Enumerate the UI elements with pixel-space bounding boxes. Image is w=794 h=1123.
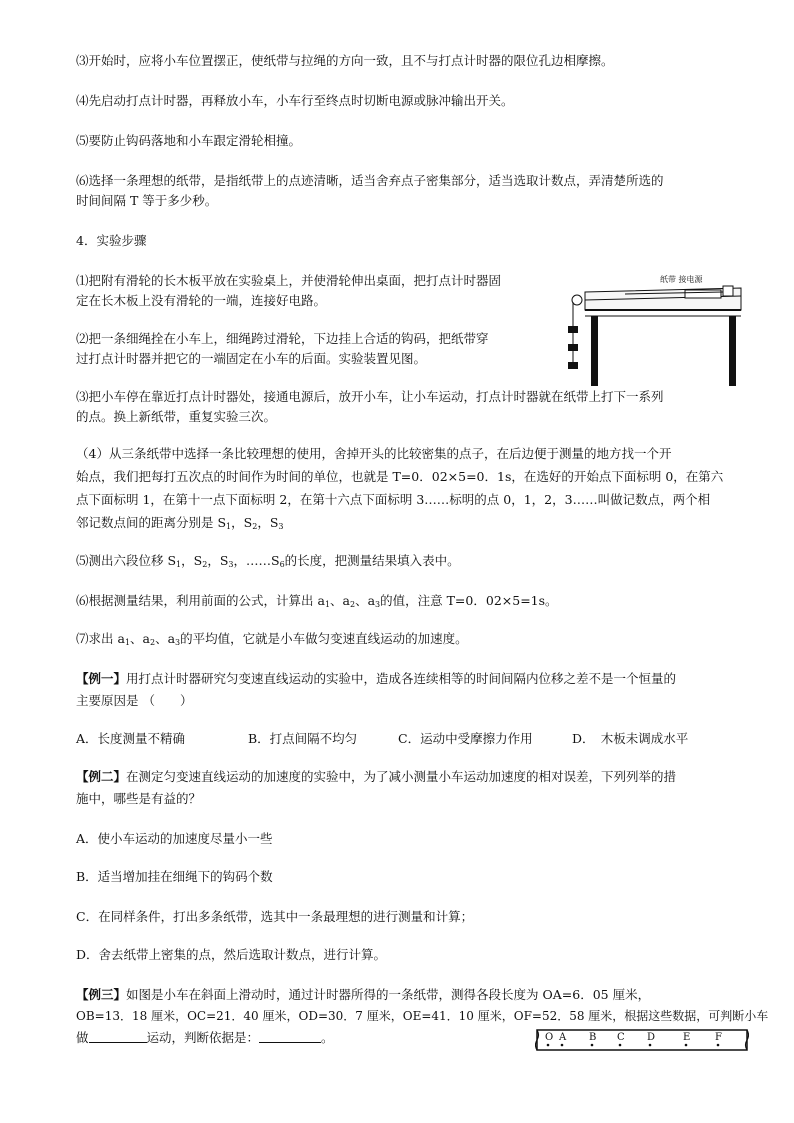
tape-label-e: E <box>683 1032 691 1043</box>
step-3-line1: ⑶把小车停在靠近打点计时器处，接通电源后，放开小车，让小车运动，打点计时器就在纸带上打下一系列 <box>76 389 664 404</box>
tape-label-d: D <box>647 1032 656 1043</box>
apparatus-label: 纸带 接电源 <box>660 275 703 284</box>
item-6-line1: ⑹选择一条理想的纸带，是指纸带上的点迹清晰，适当舍弃点子密集部分，适当选取计数点，弄清楚所选的 <box>76 173 664 188</box>
tape-dot-f <box>717 1044 720 1047</box>
step-6: ⑹根据测量结果，利用前面的公式，计算出 $a_1$、$a_2$、$a_3$的值，注意 T=0．02×5=1s。 <box>76 593 558 609</box>
example-2-tag: 【例二】 <box>76 769 127 784</box>
step-5: ⑸测出六段位移 $S_1$，$S_2$，$S_3$，$\dots\dots S_6$的长度，把测量结果填入表中。 <box>76 553 460 569</box>
item-6-line2: 时间间隔 T 等于多少秒。 <box>76 193 218 208</box>
tape-label-f: F <box>715 1032 722 1043</box>
step-4-line2: 始点，我们把每打五次点的时间作为时间的单位，也就是 T=0．02×5=0．1s，在选好的开始点下面标明 0，在第六 <box>76 469 724 484</box>
example-3-question-line2: OB=13．18 厘米，OC=21．40 厘米，OD=30．7 厘米，OE=41．10 厘米，OF=52．58 厘米，根据这些数据，可判断小车 <box>76 1009 769 1023</box>
example-3-question-line3: 做 运动，判断依据是： 。 <box>76 1030 334 1045</box>
example-2-option-b: B．适当增加挂在细绳下的钩码个数 <box>76 869 273 884</box>
example-3-question-line1: 【例三】如图是小车在斜面上滑动时，通过计时器所得的一条纸带，测得各段长度为 OA=6．05 厘米， <box>76 987 651 1002</box>
item-5: ⑸要防止钩码落地和小车跟定滑轮相撞。 <box>76 133 302 148</box>
example-1-option-a: A．长度测量不精确 <box>76 731 186 746</box>
tape-dot-c <box>619 1044 622 1047</box>
example-2-question-line2: 施中，哪些是有益的？ <box>76 791 202 806</box>
tape-dot-b <box>591 1044 594 1047</box>
paper-tape-figure <box>535 1027 749 1053</box>
example-1-option-b: B．打点间隔不均匀 <box>248 731 358 746</box>
example-1-option-c: C．运动中受摩擦力作用 <box>398 731 533 746</box>
example-1-option-d: D． 木板未调成水平 <box>572 731 689 746</box>
example-2-question-line1: 【例二】在测定匀变速直线运动的加速度的实验中，为了减小测量小车运动加速度的相对误差，下列列举的措 <box>76 769 677 784</box>
answer-blank-motion[interactable] <box>89 1030 147 1043</box>
answer-blank-reason[interactable] <box>259 1030 321 1043</box>
step-3-line2: 的点。换上新纸带，重复实验三次。 <box>76 409 277 424</box>
step-1-line2: 定在长木板上没有滑轮的一端，连接好电路。 <box>76 293 327 308</box>
example-2-option-a: A．使小车运动的加速度尽量小一些 <box>76 831 273 846</box>
apparatus-figure <box>565 270 743 388</box>
example-1-tag: 【例一】 <box>76 671 127 686</box>
section-heading: 4．实验步骤 <box>76 233 147 248</box>
example-1-question-line1: 【例一】用打点计时器研究匀变速直线运动的实验中，造成各连续相等的时间间隔内位移之差不是一个恒量的 <box>76 671 677 686</box>
step-4-line4: 邻记数点间的距离分别是 $S_1$，$S_2$，$S_3$ <box>76 515 284 531</box>
example-2-option-d: D．舍去纸带上密集的点，然后选取计数点，进行计算。 <box>76 947 387 962</box>
paper-tape-drawing <box>535 1027 749 1053</box>
step-4-line1: （4）从三条纸带中选择一条比较理想的使用，舍掉开头的比较密集的点子，在后边便于测量的地方找一个开 <box>76 446 672 461</box>
tape-dot-d <box>649 1044 652 1047</box>
example-1-question-line2: 主要原因是 （ ） <box>76 693 193 708</box>
apparatus-drawing <box>565 270 743 388</box>
step-4-line3: 点下面标明 1，在第十一点下面标明 2，在第十六点下面标明 3……标明的点 0，1，2，3……叫做记数点，两个相 <box>76 492 711 507</box>
example-2-option-c: C．在同样条件，打出多条纸带，选其中一条最理想的进行测量和计算； <box>76 909 474 924</box>
step-7: ⑺求出 $a_1$、$a_2$、$a_3$的平均值，它就是小车做匀变速直线运动的加速度。 <box>76 631 468 647</box>
tape-dot-a <box>561 1044 564 1047</box>
tape-label-a: A <box>559 1032 567 1043</box>
item-3: ⑶开始时，应将小车位置摆正，使纸带与拉绳的方向一致，且不与打点计时器的限位孔边相摩擦。 <box>76 53 614 68</box>
step-2-line1: ⑵把一条细绳拴在小车上，细绳跨过滑轮，下边挂上合适的钩码，把纸带穿 <box>76 331 489 346</box>
tape-label-o: O <box>545 1032 554 1043</box>
tape-dot-e <box>685 1044 688 1047</box>
item-4: ⑷先启动打点计时器，再释放小车，小车行至终点时切断电源或脉冲输出开关。 <box>76 93 514 108</box>
example-3-tag: 【例三】 <box>76 987 127 1002</box>
step-2-line2: 过打点计时器并把它的一端固定在小车的后面。实验装置见图。 <box>76 351 427 366</box>
step-1-line1: ⑴把附有滑轮的长木板平放在实验桌上，并使滑轮伸出桌面，把打点计时器固 <box>76 273 502 288</box>
tape-label-b: B <box>589 1032 597 1043</box>
tape-label-c: C <box>617 1032 625 1043</box>
tape-dot-o <box>547 1044 550 1047</box>
